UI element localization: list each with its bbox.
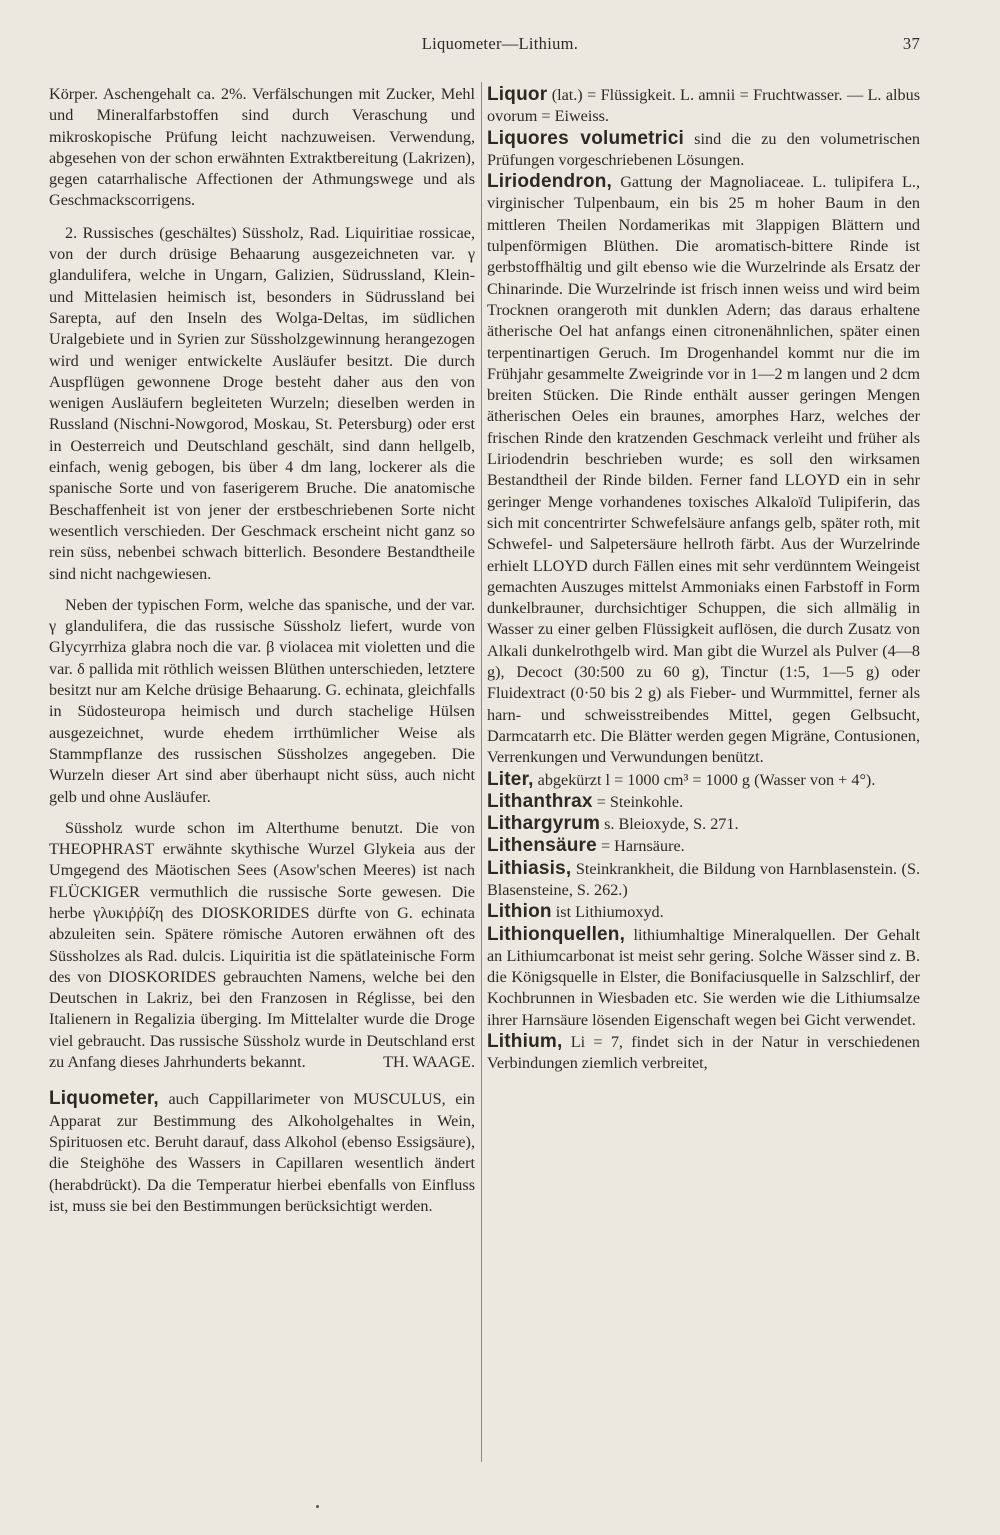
author-signature: TH. WAAGE. <box>383 1053 475 1072</box>
print-speck <box>316 1505 319 1508</box>
page-number: 37 <box>902 34 920 53</box>
headword-liter: Liter, <box>487 768 534 790</box>
entry-text-lithiasis: Steinkrankheit, die Bildung von Harnblasenstein. (S. Blasensteine, S. 262.) <box>487 859 920 899</box>
headword-lithanthrax: Lithanthrax <box>487 790 593 812</box>
headword-lithensaeure: Lithensäure <box>487 835 597 857</box>
entry-liquor <box>487 84 920 128</box>
column-divider <box>481 82 482 1462</box>
headword-lithargyrum: Lithargyrum <box>487 813 601 835</box>
paragraph-varietaeten: Neben der typischen Form, welche das spanische, und der var. γ glandulifera, die das russische Süssholz liefert, wurde von Glycyrrhiza glabra noch die var. β violacea mit violetten und die var. δ pallida mit röthlich weissen Blüthen unterschieden, letztere besitzt nur am Kelche drüsige Behaarung. G. echinata, gleichfalls in Südosteuropa heimisch und durch stachelige Hülsen ausgezeichnet, wurde ehedem irrthümlicher Weise als Stammpflanze des russischen Süssholzes angegeben. Die Wurzeln dieser Art sind aber überhaupt nicht süss, auch nicht gelb und ohne Ausläufer. <box>49 595 475 806</box>
entry-text-lithargyrum: s. Bleioxyde, S. 271. <box>604 815 739 834</box>
entry-text-liter: abgekürzt l = 1000 cm³ = 1000 g (Wasser von + 4°). <box>537 770 876 789</box>
headword-lithionquellen: Lithionquellen, <box>487 923 626 945</box>
entry-text-lithensaeure: = Harnsäure. <box>600 837 685 856</box>
entry-text-liquores: sind die zu den volumetrischen Prüfungen vorgeschriebenen Lösungen. <box>487 129 921 169</box>
entry-text-lithium: Li = 7, findet sich in der Natur in verschiedenen Verbindungen ziemlich verbreitet, <box>487 1033 921 1073</box>
paragraph-aschengehalt: Körper. Aschengehalt ca. 2%. Verfälschungen mit Zucker, Mehl und Mineralfarbstoffen sind durch Veraschung und mikroskopische Prüfung leicht nachzuweisen. Verwendung, abgesehen von der schon erwähnten Extraktbereitung (Lakrizen), gegen catarrhalische Affectionen der Athmungswege und als Geschmackscorrigens. <box>49 85 475 210</box>
entry-liquometer <box>49 1084 475 1217</box>
history-text: Süssholz wurde schon im Alterthume benutzt. Die von THEOPHRAST erwähnte skythische Wurzel Glykeia aus der Umgegend des Mäotischen Sees (Asow'schen Meeres) ist nach FLÜCKIGER vermuthlich die russische Sorte gewesen. Die herbe γλυκιῤῥίζη des DIOSKORIDES dürfte von G. echinata abzuleiten sein. Spätere römische Autoren erwähnen oft des Süssholzes als Rad. dulcis. Liquiritia ist die spätlateinische Form des von DIOSKORIDES gebrauchten Namens, welche bei den Deutschen in Lakriz, bei den Franzosen in Réglisse, bei den Italienern in Regalizia überging. Im Mittelalter wurde die Droge viel gebraucht. Das russische Süssholz wurde in Deutschland erst zu Anfang dieses Jahrhunderts bekannt. <box>49 818 475 1072</box>
headword-lithion: Lithion <box>487 901 552 923</box>
right-column <box>487 84 920 1075</box>
entry-lithionquellen <box>487 924 920 1031</box>
headword-lithiasis: Lithiasis, <box>487 857 572 879</box>
paragraph-geschichte <box>49 818 475 1074</box>
running-header <box>0 34 1000 58</box>
headword-liriodendron: Liriodendron, <box>487 171 613 193</box>
running-title: Liquometer—Lithium. <box>421 34 579 53</box>
headword-liquores: Liquores volumetrici <box>487 127 684 149</box>
entry-liquores <box>487 128 920 172</box>
entry-lithion <box>487 901 920 923</box>
entry-lithium <box>487 1031 920 1075</box>
entry-text-lithionquellen: lithiumhaltige Mineralquellen. Der Gehalt an Lithiumcarbonat ist meist sehr gering. Solche Wässer sind z. B. die Königsquelle in Elster, die Bonifaciusquelle in Salzschlirf, der Kochbrunnen in Wiesbaden etc. Sie werden wie die Lithiumsalze ihrer Harnsäure lösenden Eigenschaft wegen bei Gicht verwendet. <box>487 925 921 1029</box>
entry-liter <box>487 769 920 791</box>
headword-liquometer: Liquometer, <box>49 1088 159 1110</box>
entry-text-lithanthrax: = Steinkohle. <box>596 792 684 811</box>
entry-liriodendron <box>487 171 920 768</box>
entry-lithanthrax <box>487 791 920 813</box>
headword-lithium: Lithium, <box>487 1031 563 1053</box>
left-column <box>49 84 475 1217</box>
headword-liquor: Liquor <box>487 84 548 105</box>
entry-text-liquor: (lat.) = Flüssigkeit. L. amnii = Fruchtwasser. — L. albus ovorum = Eiweiss. <box>487 86 921 126</box>
entry-text-lithion: ist Lithiumoxyd. <box>555 903 664 922</box>
entry-lithensaeure <box>487 835 920 857</box>
entry-text-liquometer: auch Cappillarimeter von MUSCULUS, ein Apparat zur Bestimmung des Alkoholgehaltes in Wein, Spirituosen etc. Beruht darauf, dass Alkohol (ebenso Essigsäure), die Steighöhe des Wassers in Capillaren wesentlich ändert (herabdrückt). Da die Temperatur hierbei ebenfalls von Einfluss ist, muss sie bei den Bestimmungen berücksichtigt werden. <box>49 1090 475 1215</box>
entry-text-liriodendron: Gattung der Magnoliaceae. L. tulipifera L., virginischer Tulpenbaum, ein bis 25 m hoher Baum in den mittleren Theilen Nordamerikas mit 3lappigen Blättern und tulpenförmigen Blüthen. Die aromatisch-bittere Rinde ist gerbstoffhältig und gilt ebenso wie die Wurzelrinde als Ersatz der Chinarinde. Die Wurzelrinde ist frisch innen weiss und wird beim Trocknen orangeroth mit dunklen Adern; das daraus erhaltene ätherische Oel hat anfangs einen citronenähnlichen, später einen terpentinartigen Geruch. Im Drogenhandel kommt nur die im Frühjahr gesammelte Zweigrinde vor in 1—2 m langen und 2 dcm breiten Stücken. Die Rinde enthält ausser geringen Mengen ätherischen Oeles ein braunes, amorphes Harz, welches der frischen Rinde den kratzenden Geschmack verleiht und früher als Liriodendrin beschrieben wurde; es soll den wirksamen Bestandtheil der Rinde bilden. Ferner fand LLOYD ein in sehr geringer Menge vorhandenes toxisches Alkaloïd Tulipiferin, das sich mit concentrirter Schwefelsäure anfangs gelb, später roth, mit Schwefel- und Salpetersäure hellroth färbt. Aus der Wurzelrinde erhielt LLOYD durch Fällen eines mit sehr verdünntem Weingeist gemachten Auszuges mittelst Ammoniaks einen Farbstoff in Form dunkelbrauner, durchsichtiger Schuppen, die sich allmälig in Wasser zu einer gelben Flüssigkeit auflösen, die durch Zusatz von Alkali dunkelrothgelb wird. Man gibt die Wurzel als Pulver (4—8 g), Decoct (30:500 zu 60 g), Tinctur (1:5, 1—5 g) oder Fluidextract (0·50 bis 2 g) als Fieber- und Wurmmittel, ferner als harn- und schweisstreibendes Mittel, gegen Gelbsucht, Darmcatarrh etc. Die Blätter werden gegen Migräne, Contusionen, Verrenkungen und Verwundungen benützt. <box>487 173 921 767</box>
entry-lithargyrum <box>487 813 920 835</box>
entry-lithiasis <box>487 858 920 902</box>
paragraph-russisches-suessholz: 2. Russisches (geschältes) Süssholz, Rad. Liquiritiae rossicae, von der durch drüsige Behaarung ausgezeichneten var. γ glandulifera, welche in Ungarn, Galizien, Südrussland, Klein- und Mittelasien heimisch ist, besonders in Südrussland bei Sarepta, auf den Inseln des Wolga-Deltas, im südlichen Uralgebiete und in Syrien zur Süssholzgewinnung herangezogen wird und weniger entwickelte Ausläufer besitzt. Die durch Auspflügen gewonnene Droge besteht daher aus den von wenigen Ausläufern begleiteten Wurzeln; dieselben werden in Russland (Nischni-Nowgorod, Moskau, St. Petersburg) oder erst in Oesterreich und Deutschland geschält, sind dann hellgelb, einfach, wenig gebogen, bis über 4 dm lang, lockerer als die spanische Sorte und von faserigerem Bruche. Die anatomische Beschaffenheit ist von jener der erstbeschriebenen Sorte nicht wesentlich verschieden. Der Geschmack erscheint nicht ganz so rein süss, nebenbei schwach bitterlich. Besondere Bestandtheile sind nicht nachgewiesen. <box>49 223 475 583</box>
